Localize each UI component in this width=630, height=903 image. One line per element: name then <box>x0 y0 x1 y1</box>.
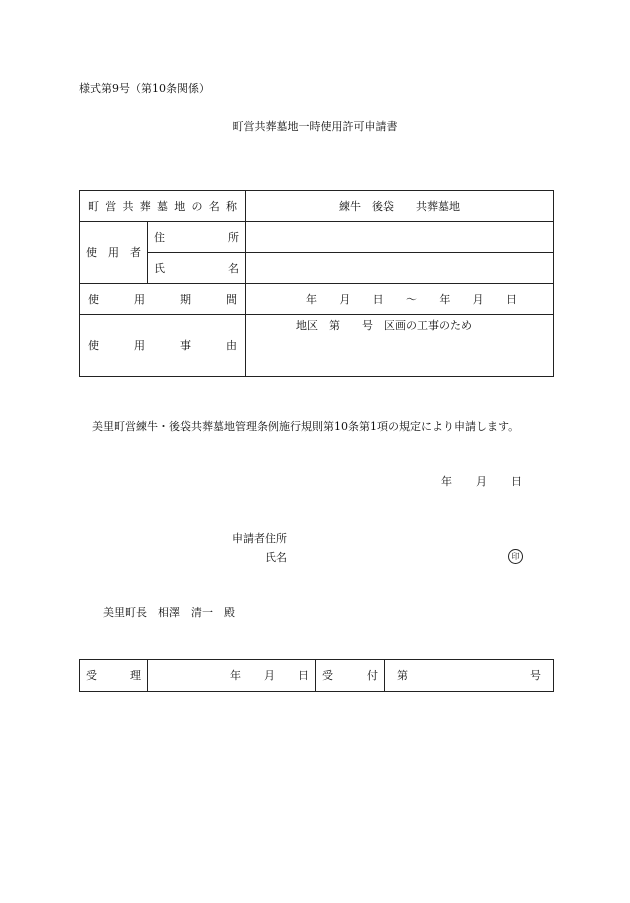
period-field[interactable]: 年 月 日 ～ 年 月 日 <box>246 284 554 315</box>
cemetery-name-value: 練牛 後袋 共葬墓地 <box>246 191 554 222</box>
form-number: 様式第9号（第10条関係） <box>79 82 210 95</box>
reason-text: 地区 第 号 区画の工事のため <box>296 319 472 332</box>
receipt-table <box>79 659 554 692</box>
reason-field[interactable] <box>246 315 554 377</box>
application-statement: 美里町営練牛・後袋共葬墓地管理条例施行規則第10条第1項の規定により申請します。 <box>92 420 520 433</box>
reason-label: 使 用 事 由 <box>80 315 246 377</box>
applicant-address-label: 申請者住所 <box>232 532 287 545</box>
cemetery-name-label: 町 営 共 葬 墓 地 の 名 称 <box>80 191 246 222</box>
document-title: 町営共葬墓地一時使用許可申請書 <box>232 120 398 133</box>
application-date[interactable]: 年 月 日 <box>441 475 522 488</box>
received-label: 受 理 <box>80 660 148 692</box>
period-label: 使 用 期 間 <box>80 284 246 315</box>
accepted-number-field[interactable]: 第 号 <box>385 660 554 692</box>
user-label: 使 用 者 <box>80 222 148 284</box>
seal-icon: 印 <box>508 549 523 564</box>
address-label: 住 所 <box>148 222 246 253</box>
accepted-label: 受 付 <box>316 660 385 692</box>
applicant-name-label: 氏名 <box>265 551 287 564</box>
name-label: 氏 名 <box>148 253 246 284</box>
name-field[interactable] <box>246 253 554 284</box>
application-table <box>79 190 554 377</box>
address-field[interactable] <box>246 222 554 253</box>
addressee: 美里町長 相澤 清一 殿 <box>103 606 235 619</box>
received-date-field[interactable]: 年 月 日 <box>148 660 316 692</box>
